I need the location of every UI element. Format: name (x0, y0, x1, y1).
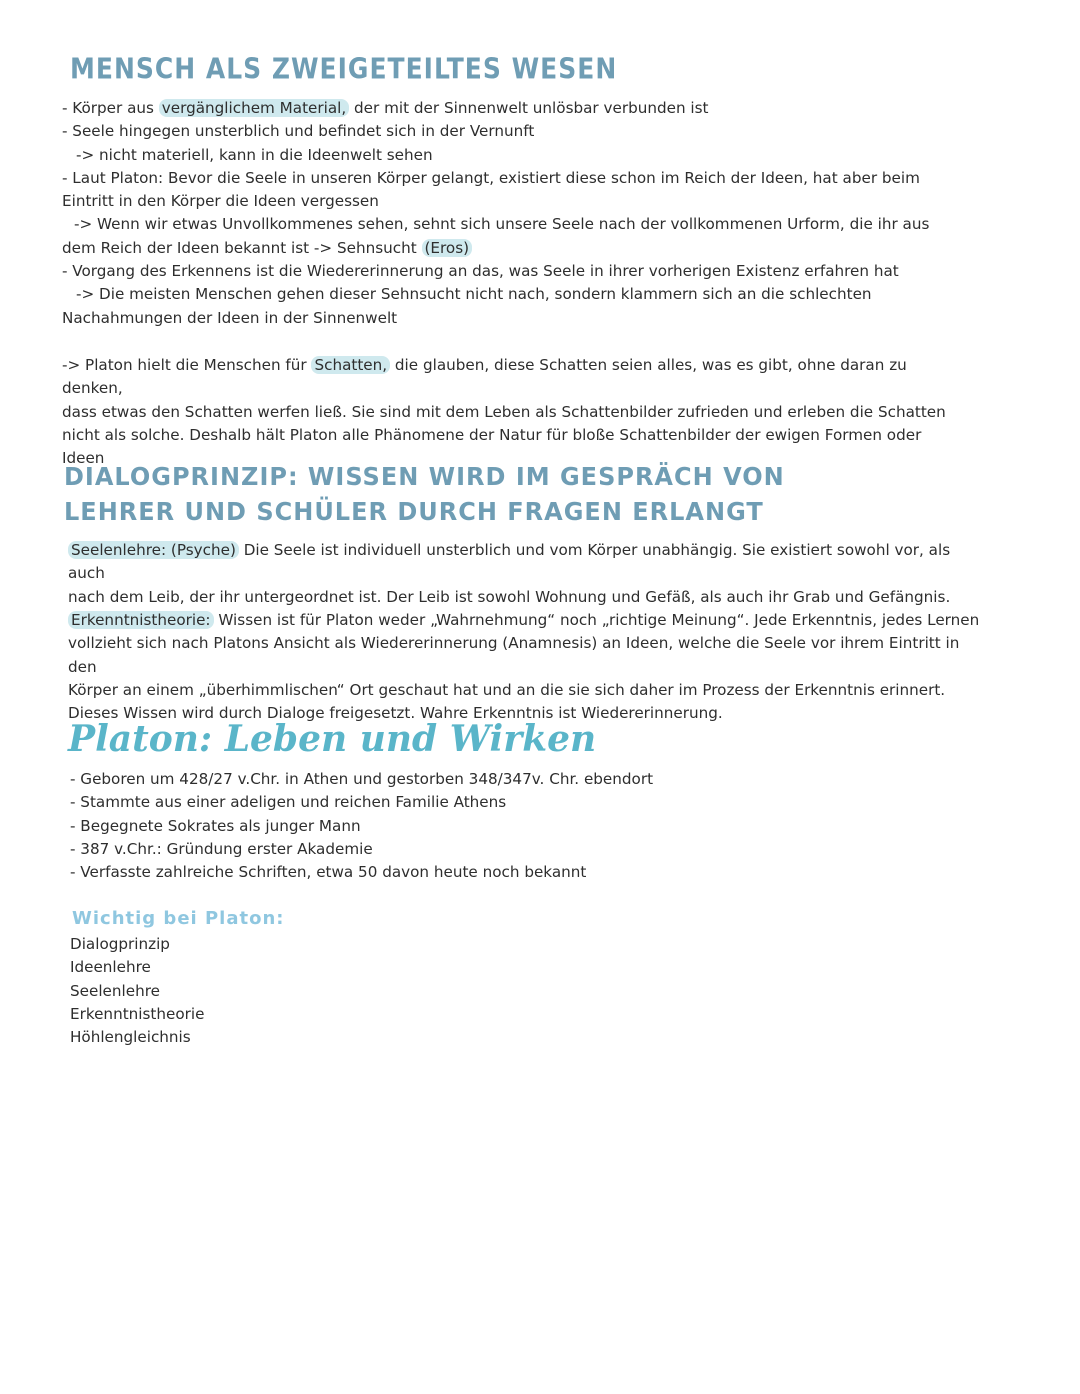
mensch-section-body (62, 97, 962, 330)
text-fragment: Wissen ist für Platon weder „Wahrnehmung“ noch „richtige Meinung“. Jede Erkenntnis, jedes Lernen (213, 611, 980, 629)
list-item: Seelenlehre (70, 981, 160, 1000)
text-line: Körper an einem „überhimmlischen“ Ort geschaut hat und an die sie sich daher im Prozess der Erkenntnis erinnert. (68, 680, 946, 699)
text-line (62, 97, 962, 120)
text-line: - Laut Platon: Bevor die Seele in unseren Körper gelangt, existiert diese schon im Reich der Ideen, hat aber beim (62, 168, 920, 187)
highlight-erkenntnis-label: Erkenntnistheorie: (68, 611, 214, 629)
seelenlehre-paragraph (68, 539, 988, 609)
text-line: - Seele hingegen unsterblich und befindet sich in der Vernunft (62, 122, 535, 141)
platon-biography-list (70, 768, 770, 884)
wichtig-list (70, 933, 370, 1049)
list-item: Ideenlehre (70, 958, 151, 977)
text-line: Dieses Wissen wird durch Dialoge freigesetzt. Wahre Erkenntnis ist Wiedererinnerung. (68, 704, 723, 723)
text-line: nach dem Leib, der ihr untergeordnet ist. Der Leib ist sowohl Wohnung und Gefäß, als auch ihr Grab und Gefängnis. (68, 587, 951, 606)
text-line: nicht als solche. Deshalb hält Platon alle Phänomene der Natur für bloße Schattenbilder der ewigen Formen oder (62, 425, 922, 444)
text-line (68, 609, 988, 632)
text-fragment: - Körper aus (62, 99, 159, 117)
text-line: dass etwas den Schatten werfen ließ. Sie sind mit dem Leben als Schattenbilder zufrieden und erleben die Schatten (62, 402, 946, 421)
shadow-paragraph (62, 354, 962, 470)
erkenntnis-paragraph (68, 609, 988, 725)
section-title-mensch: MENSCH ALS ZWEIGETEILTES WESEN (70, 52, 618, 86)
section-title-platon: Platon: Leben und Wirken (68, 718, 597, 760)
text-line: -> nicht materiell, kann in die Ideenwelt sehen (76, 145, 433, 164)
list-item: Erkenntnistheorie (70, 1004, 205, 1023)
section-title-dialogprinzip: DIALOGPRINZIP: WISSEN WIRD IM GESPRÄCH VON LEHRER UND SCHÜLER DURCH FRAGEN ERLANGT (64, 462, 785, 527)
text-fragment: der mit der Sinnenwelt unlösbar verbunden ist (349, 99, 709, 117)
text-line: -> Wenn wir etwas Unvollkommenes sehen, sehnt sich unsere Seele nach der vollkommenen Urform, die ihr aus (74, 215, 930, 234)
text-line: -> Die meisten Menschen gehen dieser Sehnsucht nicht nach, sondern klammern sich an die schlechten (76, 285, 872, 304)
text-line (68, 539, 988, 586)
text-line (62, 354, 962, 401)
list-item: - Stammte aus einer adeligen und reichen Familie Athens (70, 793, 507, 812)
highlight-eros: (Eros) (422, 239, 473, 257)
list-item: - 387 v.Chr.: Gründung erster Akademie (70, 839, 373, 858)
text-fragment: Die Seele ist individuell unsterblich und vom Körper unabhängig. Sie existiert sowohl vor, als auch (68, 541, 951, 583)
highlight-schatten: Schatten, (311, 356, 390, 374)
highlight-seelenlehre-label: Seelenlehre: (Psyche) (68, 541, 239, 559)
text-line: - Vorgang des Erkennens ist die Wiedererinnerung an das, was Seele in ihrer vorherigen Existenz erfahren hat (62, 262, 899, 281)
list-item: - Geboren um 428/27 v.Chr. in Athen und gestorben 348/347v. Chr. ebendort (70, 770, 654, 788)
list-item: - Verfasste zahlreiche Schriften, etwa 50 davon heute noch bekannt (70, 863, 587, 882)
list-item: Höhlengleichnis (70, 1028, 191, 1047)
text-line: vollzieht sich nach Platons Ansicht als Wiedererinnerung (Anamnesis) an Ideen, welche die Seele vor ihrem Eintritt in den (68, 634, 960, 676)
text-line: Nachahmungen der Ideen in der Sinnenwelt (62, 308, 398, 327)
text-fragment: -> Platon hielt die Menschen für (62, 356, 312, 374)
text-line (62, 237, 962, 260)
list-item: - Begegnete Sokrates als junger Mann (70, 816, 361, 835)
text-line: Eintritt in den Körper die Ideen vergessen (62, 192, 379, 211)
highlight-material: vergänglichem Material, (159, 99, 349, 117)
section-title-wichtig: Wichtig bei Platon: (72, 908, 285, 929)
text-line: Ideen (62, 449, 105, 468)
list-item: Dialogprinzip (70, 935, 170, 953)
text-fragment: die glauben, diese Schatten seien alles, was es gibt, ohne daran zu denken, (62, 356, 907, 398)
text-fragment: dem Reich der Ideen bekannt ist -> Sehnsucht (62, 238, 422, 257)
